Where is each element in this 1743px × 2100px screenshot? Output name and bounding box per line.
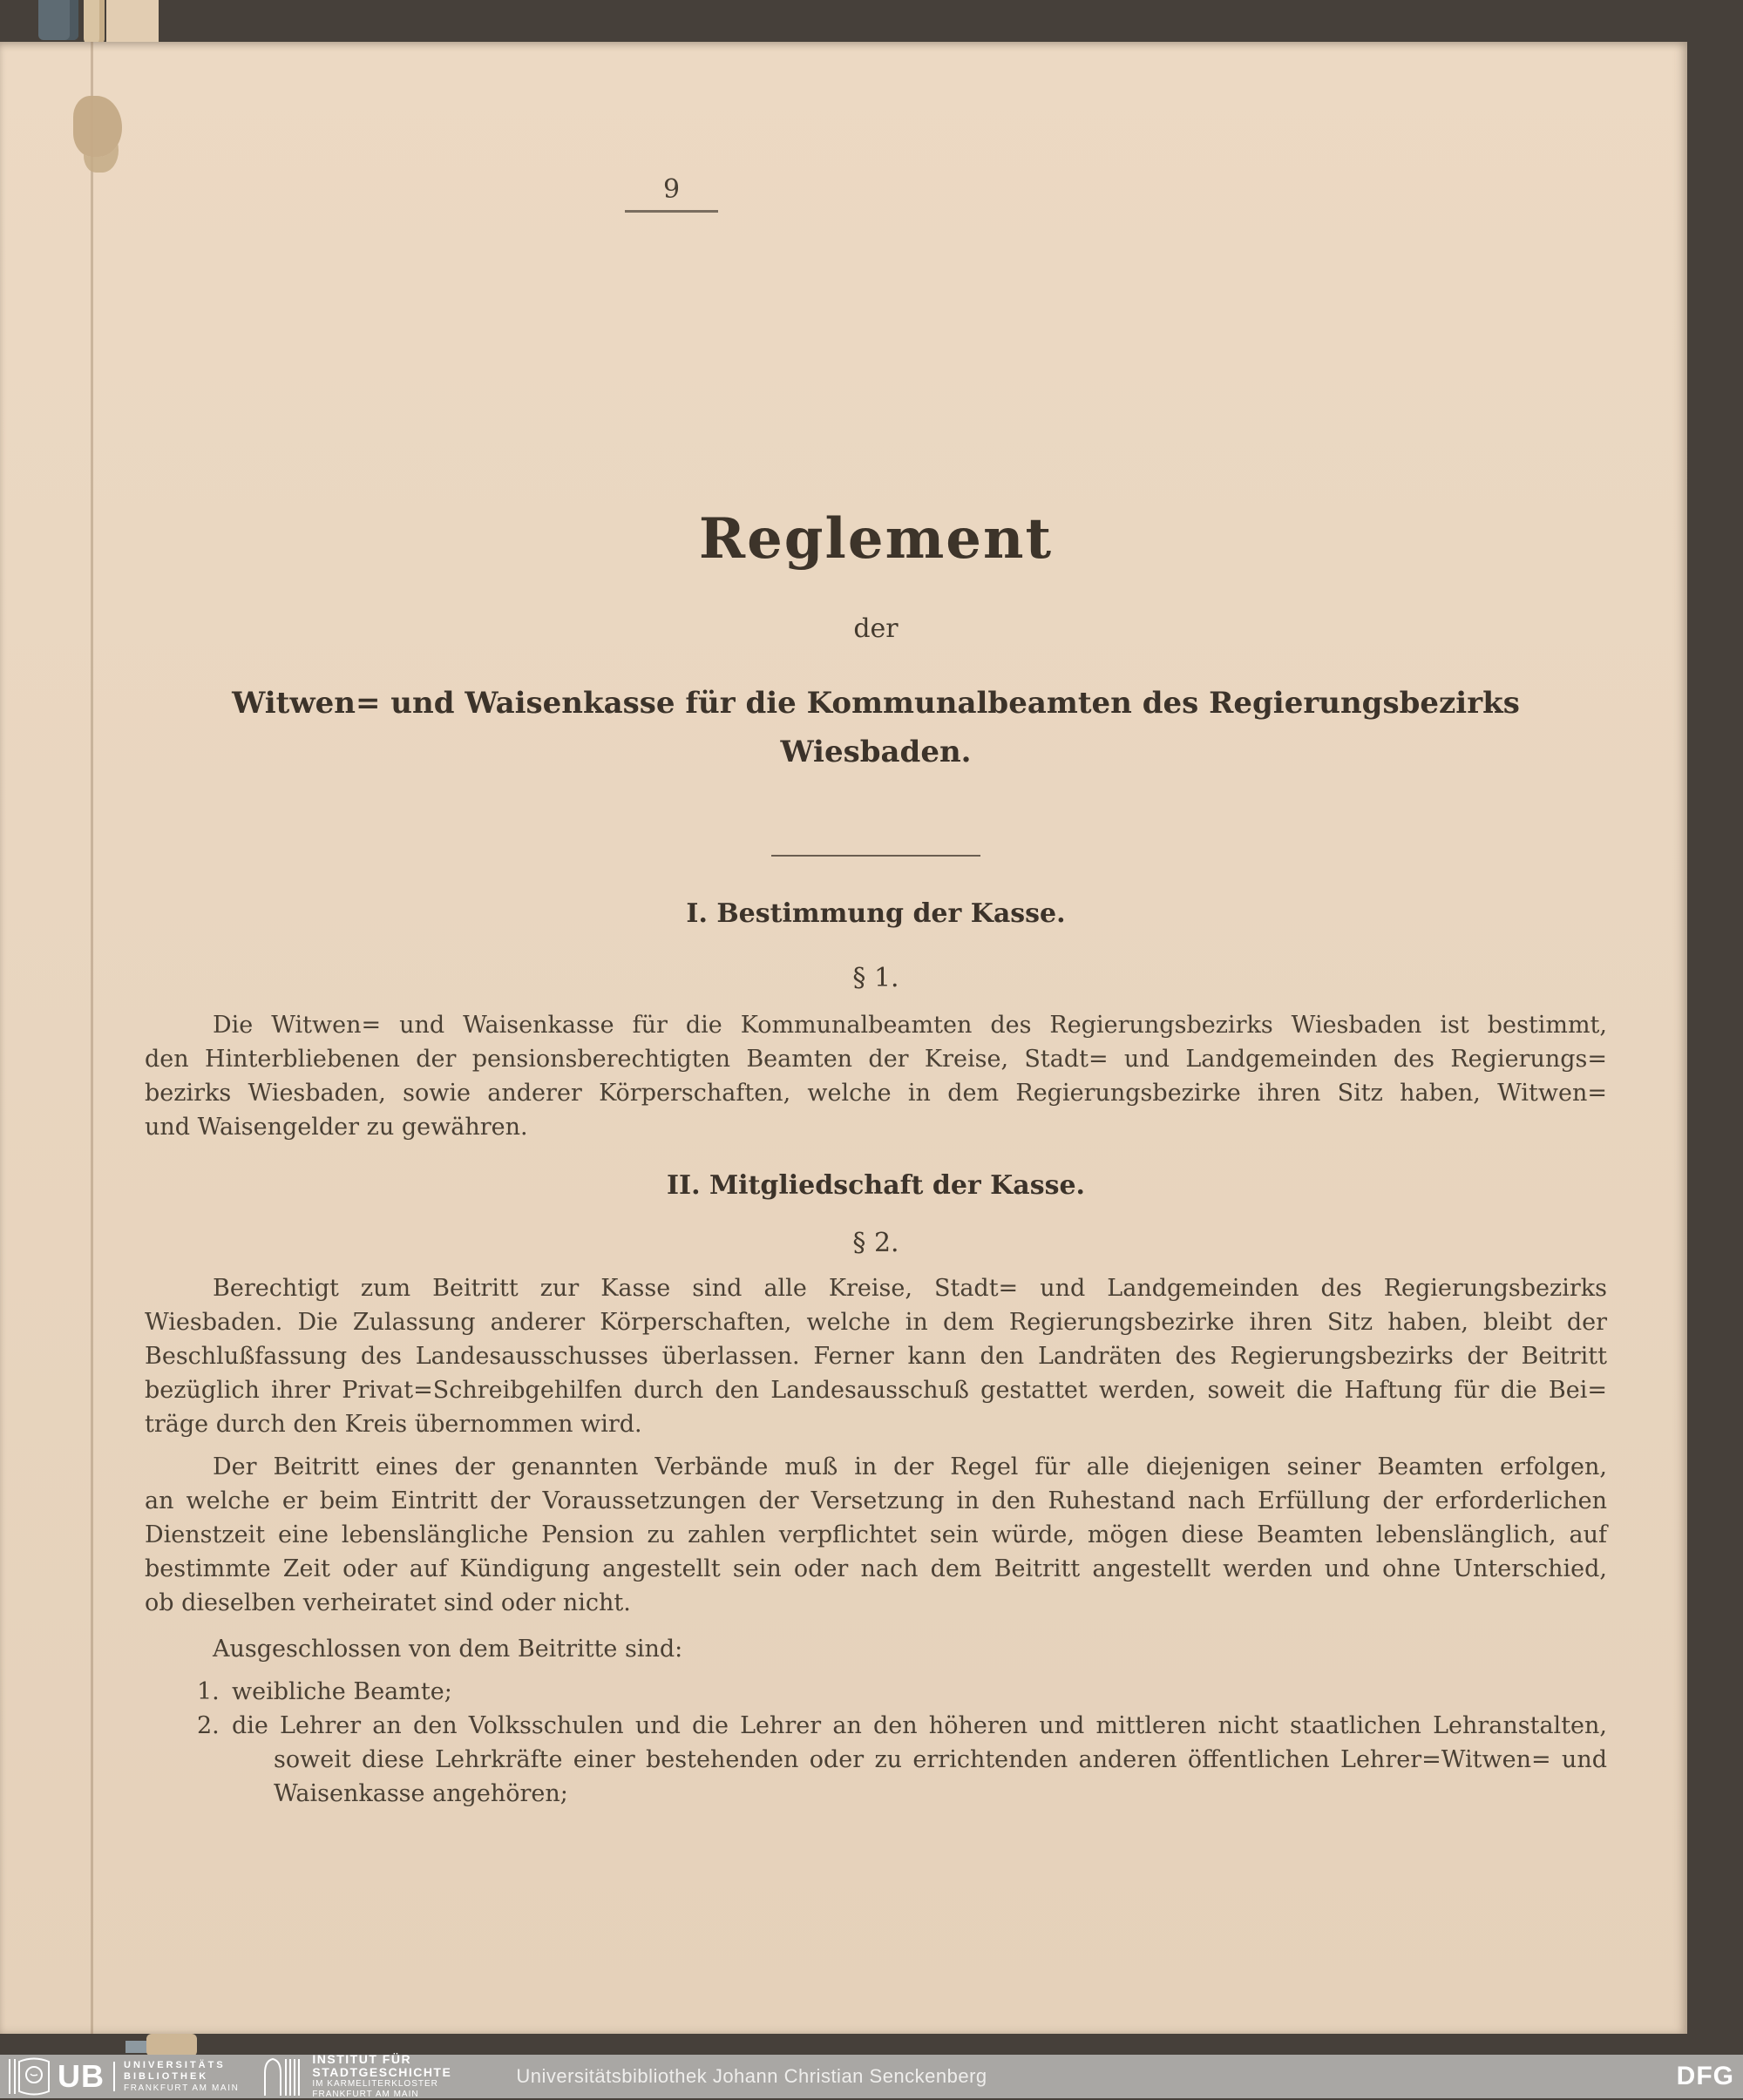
text-line: Beschlußfassung des Landesausschusses überlassen. Ferner kann den Landräten des Regierungsbezirks der Beitritt xyxy=(145,1343,1607,1370)
ub-logo-abbr: UB xyxy=(58,2058,105,2094)
subtitle-line-2: Wiesbaden. xyxy=(780,735,972,769)
institut-text-line: INSTITUT FÜR xyxy=(312,2052,412,2066)
text-line: die Lehrer an den Volksschulen und die Lehrer an den höheren und mittleren nicht staatlichen Lehranstalten, xyxy=(232,1712,1607,1739)
ub-library-icon xyxy=(7,2057,52,2096)
title-connector: der xyxy=(853,613,899,644)
ub-text-line: BIBLIOTHEK xyxy=(124,2070,209,2082)
page-edge-curl xyxy=(106,0,159,44)
page-number: 9 xyxy=(625,174,718,213)
paragraph-marker-1: § 1. xyxy=(852,963,899,993)
list-item-text xyxy=(232,1675,1607,1709)
scanned-page xyxy=(0,42,1687,2034)
text-line: bestimmte Zeit oder auf Kündigung angestellt sein oder nach dem Beitritt angestellt werden und ohne Unterschied, xyxy=(145,1555,1607,1582)
document-subtitle xyxy=(145,679,1607,776)
paragraph-1-text xyxy=(145,1008,1607,1144)
text-line: träge durch den Kreis übernommen wird. xyxy=(145,1411,642,1438)
institut-text-line: IM KARMELITERKLOSTER xyxy=(312,2079,438,2089)
library-name-text: Universitätsbibliothek Johann Christian Senckenberg xyxy=(516,2065,987,2087)
paragraph-marker-2: § 2. xyxy=(852,1228,899,1258)
ub-text-line: FRANKFURT AM MAIN xyxy=(124,2083,240,2093)
institut-text-line: FRANKFURT AM MAIN xyxy=(312,2090,419,2099)
text-line: Waisenkasse angehören; xyxy=(274,1780,568,1807)
list-item-number: 1. xyxy=(197,1678,220,1705)
library-footer-bar xyxy=(0,2052,1743,2099)
text-line: an welche er beim Eintritt der Voraussetzungen der Versetzung in den Ruhestand nach Erfüllung der erforderlichen xyxy=(145,1487,1607,1514)
text-line: und Waisengelder zu gewähren. xyxy=(145,1114,528,1141)
text-line: Dienstzeit eine lebenslängliche Pension zu zahlen verpflichtet sein würde, mögen diese Beamten lebenslänglich, auf xyxy=(145,1521,1607,1548)
page-number-row xyxy=(145,174,1607,213)
list-item xyxy=(197,1675,1607,1709)
gothic-arch-icon xyxy=(263,2057,303,2096)
text-line: Wiesbaden. Die Zulassung anderer Körperschaften, welche in dem Regierungsbezirke ihren Sitz haben, bleibt der xyxy=(145,1309,1607,1336)
ub-text-line: UNIVERSITÄTS xyxy=(124,2059,226,2070)
text-line: Der Beitritt eines der genannten Verbände muß in der Regel für alle diejenigen seiner Beamten erfolgen, xyxy=(213,1453,1607,1480)
binding-thread-top xyxy=(84,0,105,45)
list-item xyxy=(197,1709,1607,1811)
institut-logo-text xyxy=(312,2053,451,2100)
page-content xyxy=(0,42,1687,2034)
text-line: soweit diese Lehrkräfte einer bestehenden oder zu errichtenden anderen öffentlichen Lehrer=Witwen= und xyxy=(274,1746,1607,1773)
institut-stadtgeschichte-logo xyxy=(263,2053,451,2100)
list-item-text xyxy=(232,1709,1607,1811)
list-item-number: 2. xyxy=(197,1712,220,1739)
excluded-intro-line: Ausgeschlossen von dem Beitritte sind: xyxy=(213,1636,683,1663)
text-line: weibliche Beamte; xyxy=(232,1678,452,1705)
section-2-heading: II. Mitgliedschaft der Kasse. xyxy=(667,1170,1085,1201)
text-line: ob dieselben verheiratet sind oder nicht. xyxy=(145,1589,631,1616)
bookmark-ribbon xyxy=(38,0,78,40)
text-line: Berechtigt zum Beitritt zur Kasse sind alle Kreise, Stadt= und Landgemeinden des Regierungsbezirks xyxy=(213,1275,1607,1302)
logo-separator xyxy=(113,2062,115,2091)
dfg-logo: DFG xyxy=(1676,2062,1734,2090)
excluded-items-list xyxy=(197,1675,1607,1811)
document-title: Reglement xyxy=(698,506,1054,572)
institut-text-line: STADTGESCHICHTE xyxy=(312,2065,452,2079)
text-line: Die Witwen= und Waisenkasse für die Kommunalbeamten des Regierungsbezirks Wiesbaden ist bestimmt, xyxy=(213,1012,1607,1039)
ub-logo-text xyxy=(124,2060,239,2094)
paragraph-2-text xyxy=(145,1271,1607,1441)
section-divider-rule xyxy=(771,855,980,857)
subtitle-line-1: Witwen= und Waisenkasse für die Kommunalbeamten des Regierungsbezirks xyxy=(232,686,1520,721)
text-line: bezirks Wiesbaden, sowie anderer Körperschaften, welche in dem Regierungsbezirke ihren Sitz haben, Witwen= xyxy=(145,1080,1607,1107)
ub-logo xyxy=(7,2057,239,2096)
section-1-heading: I. Bestimmung der Kasse. xyxy=(686,898,1066,929)
binding-thread-bottom xyxy=(146,2034,197,2056)
text-line: bezüglich ihrer Privat=Schreibgehilfen durch den Landesausschuß gestattet werden, soweit die Haftung für die Bei= xyxy=(145,1377,1607,1404)
text-line: den Hinterbliebenen der pensionsberechtigten Beamten der Kreise, Stadt= und Landgemeinden des Regierungs= xyxy=(145,1046,1607,1073)
paragraph-3-text xyxy=(145,1450,1607,1620)
